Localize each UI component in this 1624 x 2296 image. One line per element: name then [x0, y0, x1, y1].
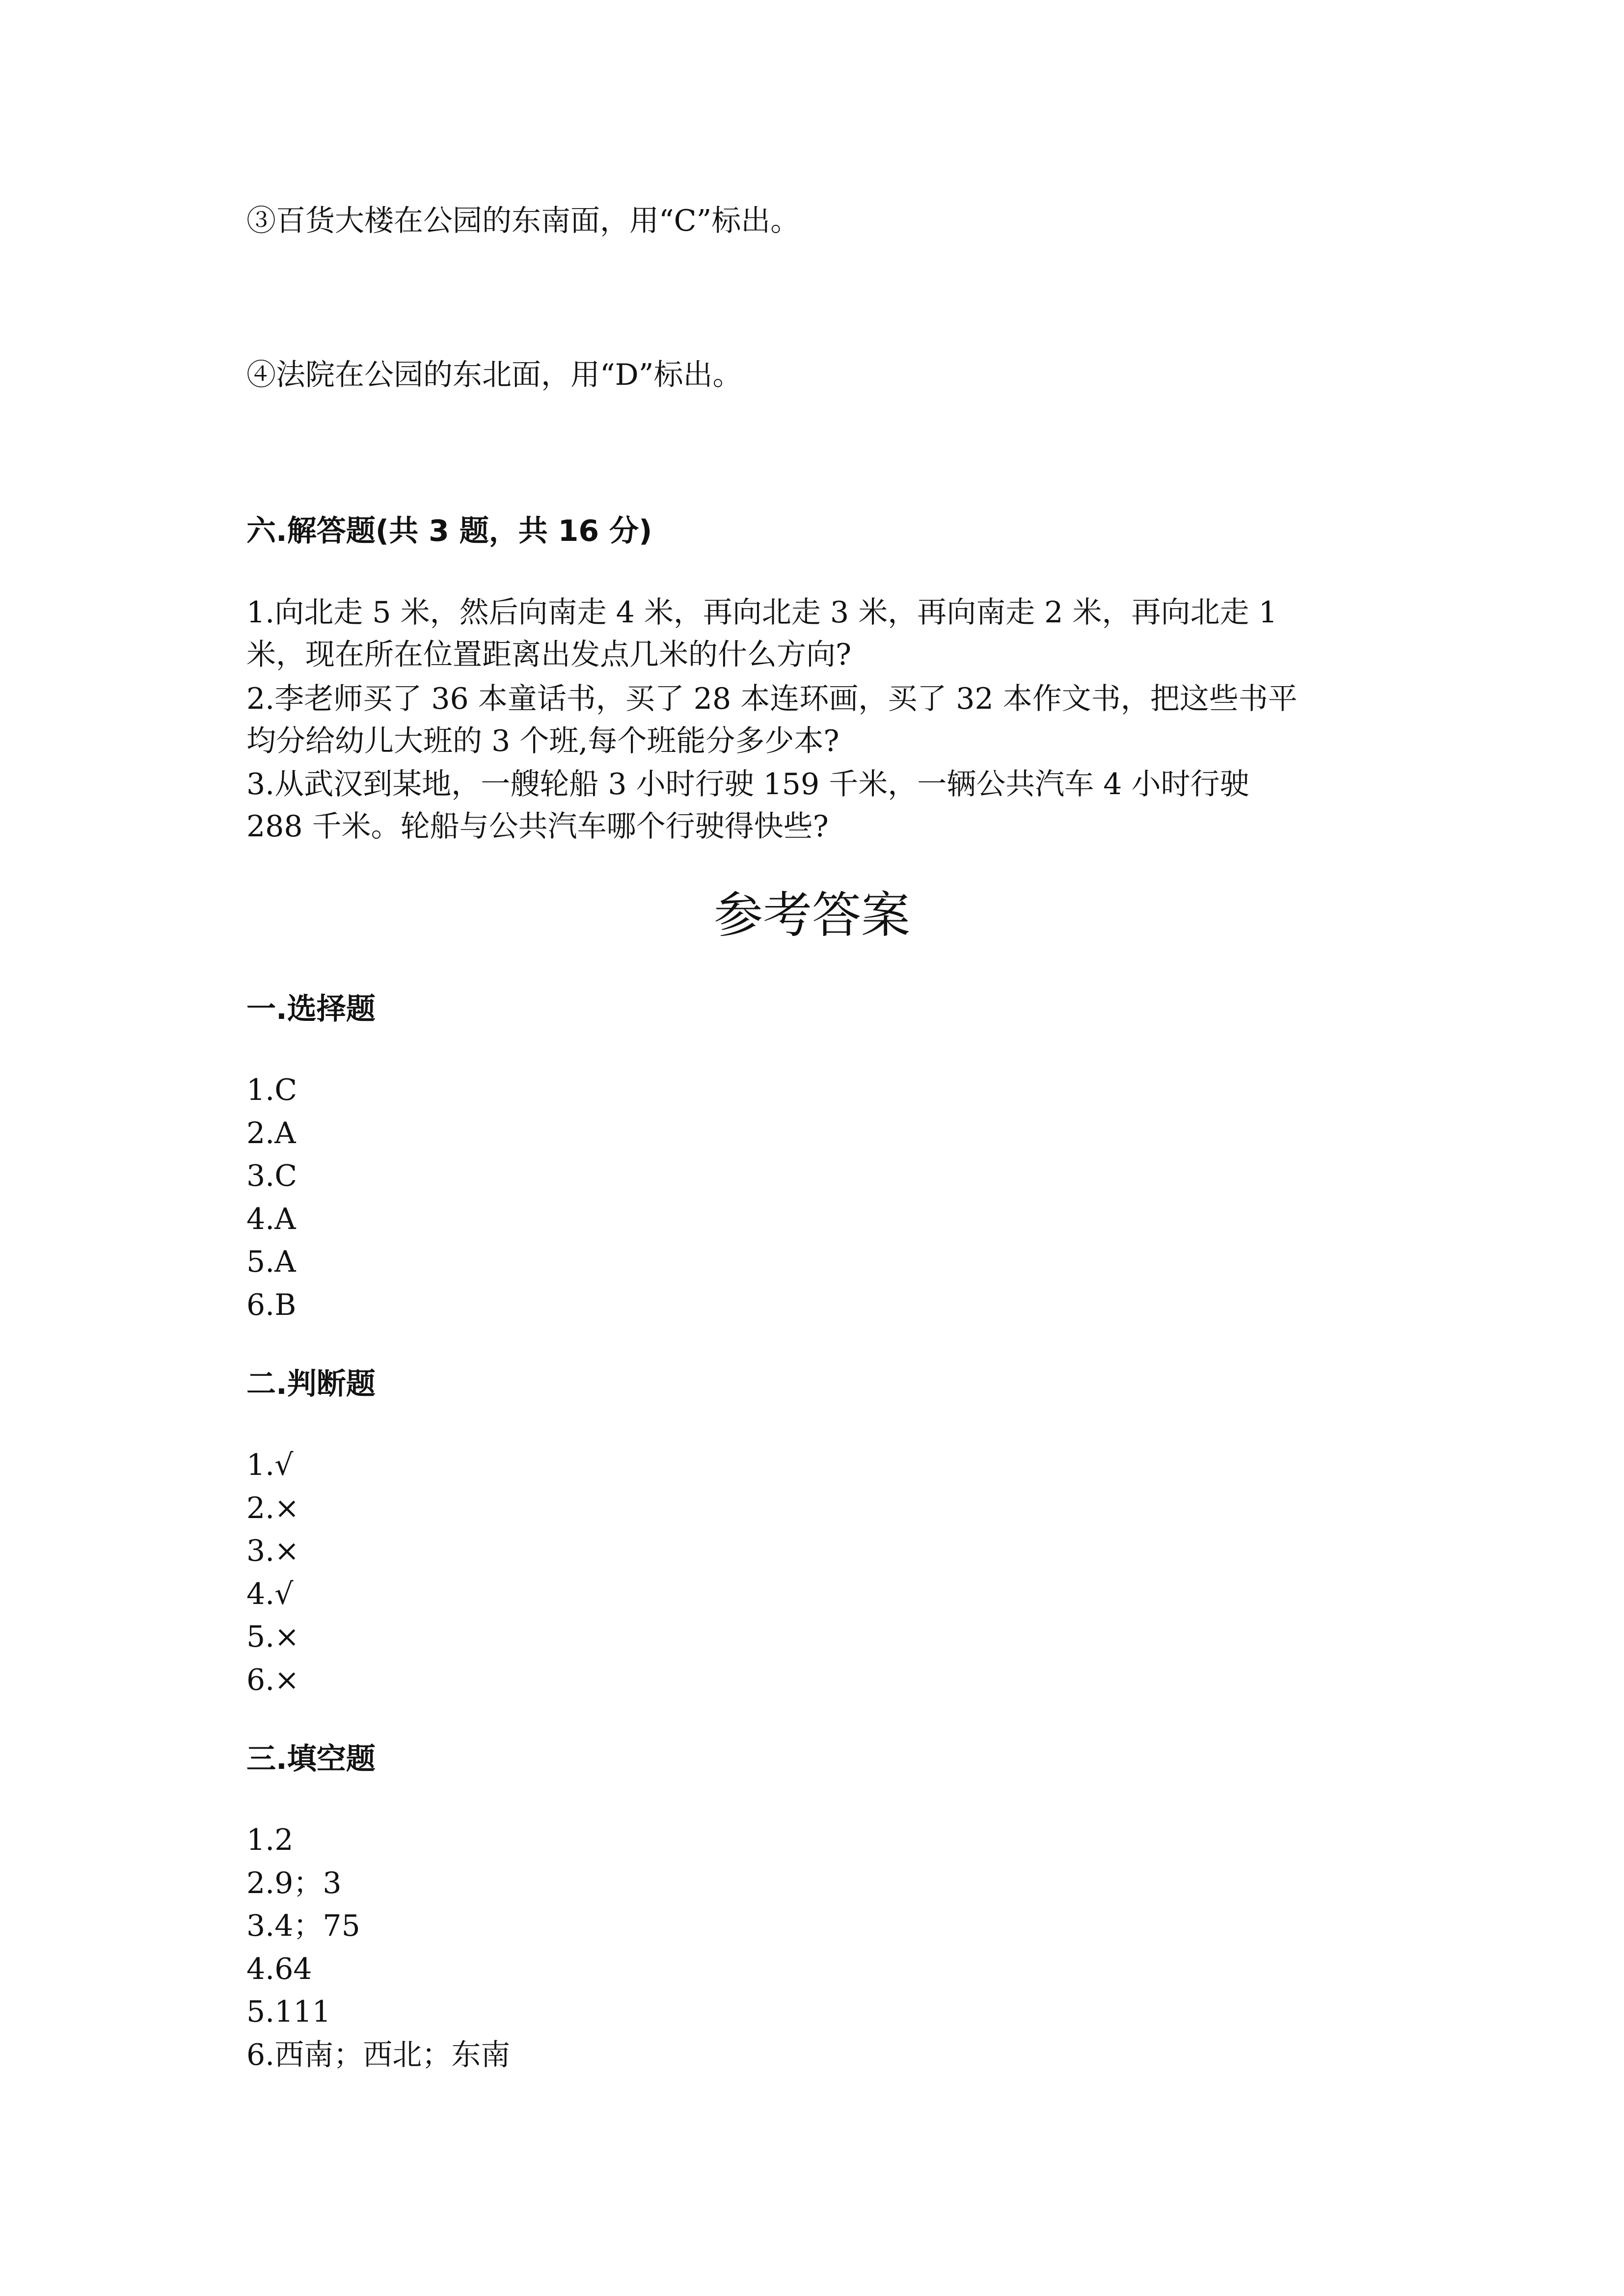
answer-section-heading: 三.填空题: [246, 1742, 376, 1776]
answer-list: [246, 1819, 510, 2077]
list-item: 5.A: [246, 1245, 296, 1279]
list-item: 5.111: [246, 1995, 331, 2029]
list-item: 4.64: [246, 1951, 312, 1986]
list-item: 5.×: [246, 1620, 299, 1654]
problem-line: 288 千米。轮船与公共汽车哪个行驶得快些?: [246, 809, 829, 844]
list-item: 2.×: [246, 1491, 299, 1525]
answer-section-heading: 二.判断题: [246, 1367, 376, 1401]
list-item: 4.√: [246, 1576, 294, 1611]
answer-section-heading: 一.选择题: [246, 992, 376, 1026]
list-item: 4.A: [246, 1201, 296, 1236]
list-item: 3.C: [246, 1159, 298, 1193]
list-item: 6.西南；西北；东南: [246, 2037, 511, 2072]
list-item: 6.×: [246, 1662, 299, 1697]
instruction-d: ④法院在公园的东北面，用“D”标出。: [246, 358, 742, 392]
problem-line: 均分给幼儿大班的 3 个班,每个班能分多少本?: [246, 724, 839, 758]
problem-line: 米，现在所在位置距离出发点几米的什么方向?: [246, 638, 852, 672]
instruction-c: ③百货大楼在公园的东南面，用“C”标出。: [246, 204, 800, 238]
section-six-heading: 六.解答题(共 3 题，共 16 分): [246, 514, 652, 548]
problem-line: 3.从武汉到某地，一艘轮船 3 小时行驶 159 千米，一辆公共汽车 4 小时行驶: [246, 767, 1249, 801]
list-item: 2.A: [246, 1116, 296, 1150]
answer-list: [246, 1444, 299, 1702]
problem-line: 2.李老师买了 36 本童话书，买了 28 本连环画，买了 32 本作文书，把这些书平: [246, 682, 1298, 716]
answer-list: [246, 1069, 297, 1327]
list-item: 6.B: [246, 1287, 297, 1322]
list-item: 1.√: [246, 1448, 294, 1482]
list-item: 3.4；75: [246, 1909, 360, 1943]
answers-title: 参考答案: [714, 886, 910, 944]
list-item: 1.2: [246, 1823, 294, 1857]
list-item: 1.C: [246, 1073, 298, 1107]
list-item: 2.9；3: [246, 1866, 342, 1900]
list-item: 3.×: [246, 1534, 299, 1568]
problem-line: 1.向北走 5 米，然后向南走 4 米，再向北走 3 米，再向南走 2 米，再向北走 1: [246, 595, 1277, 630]
